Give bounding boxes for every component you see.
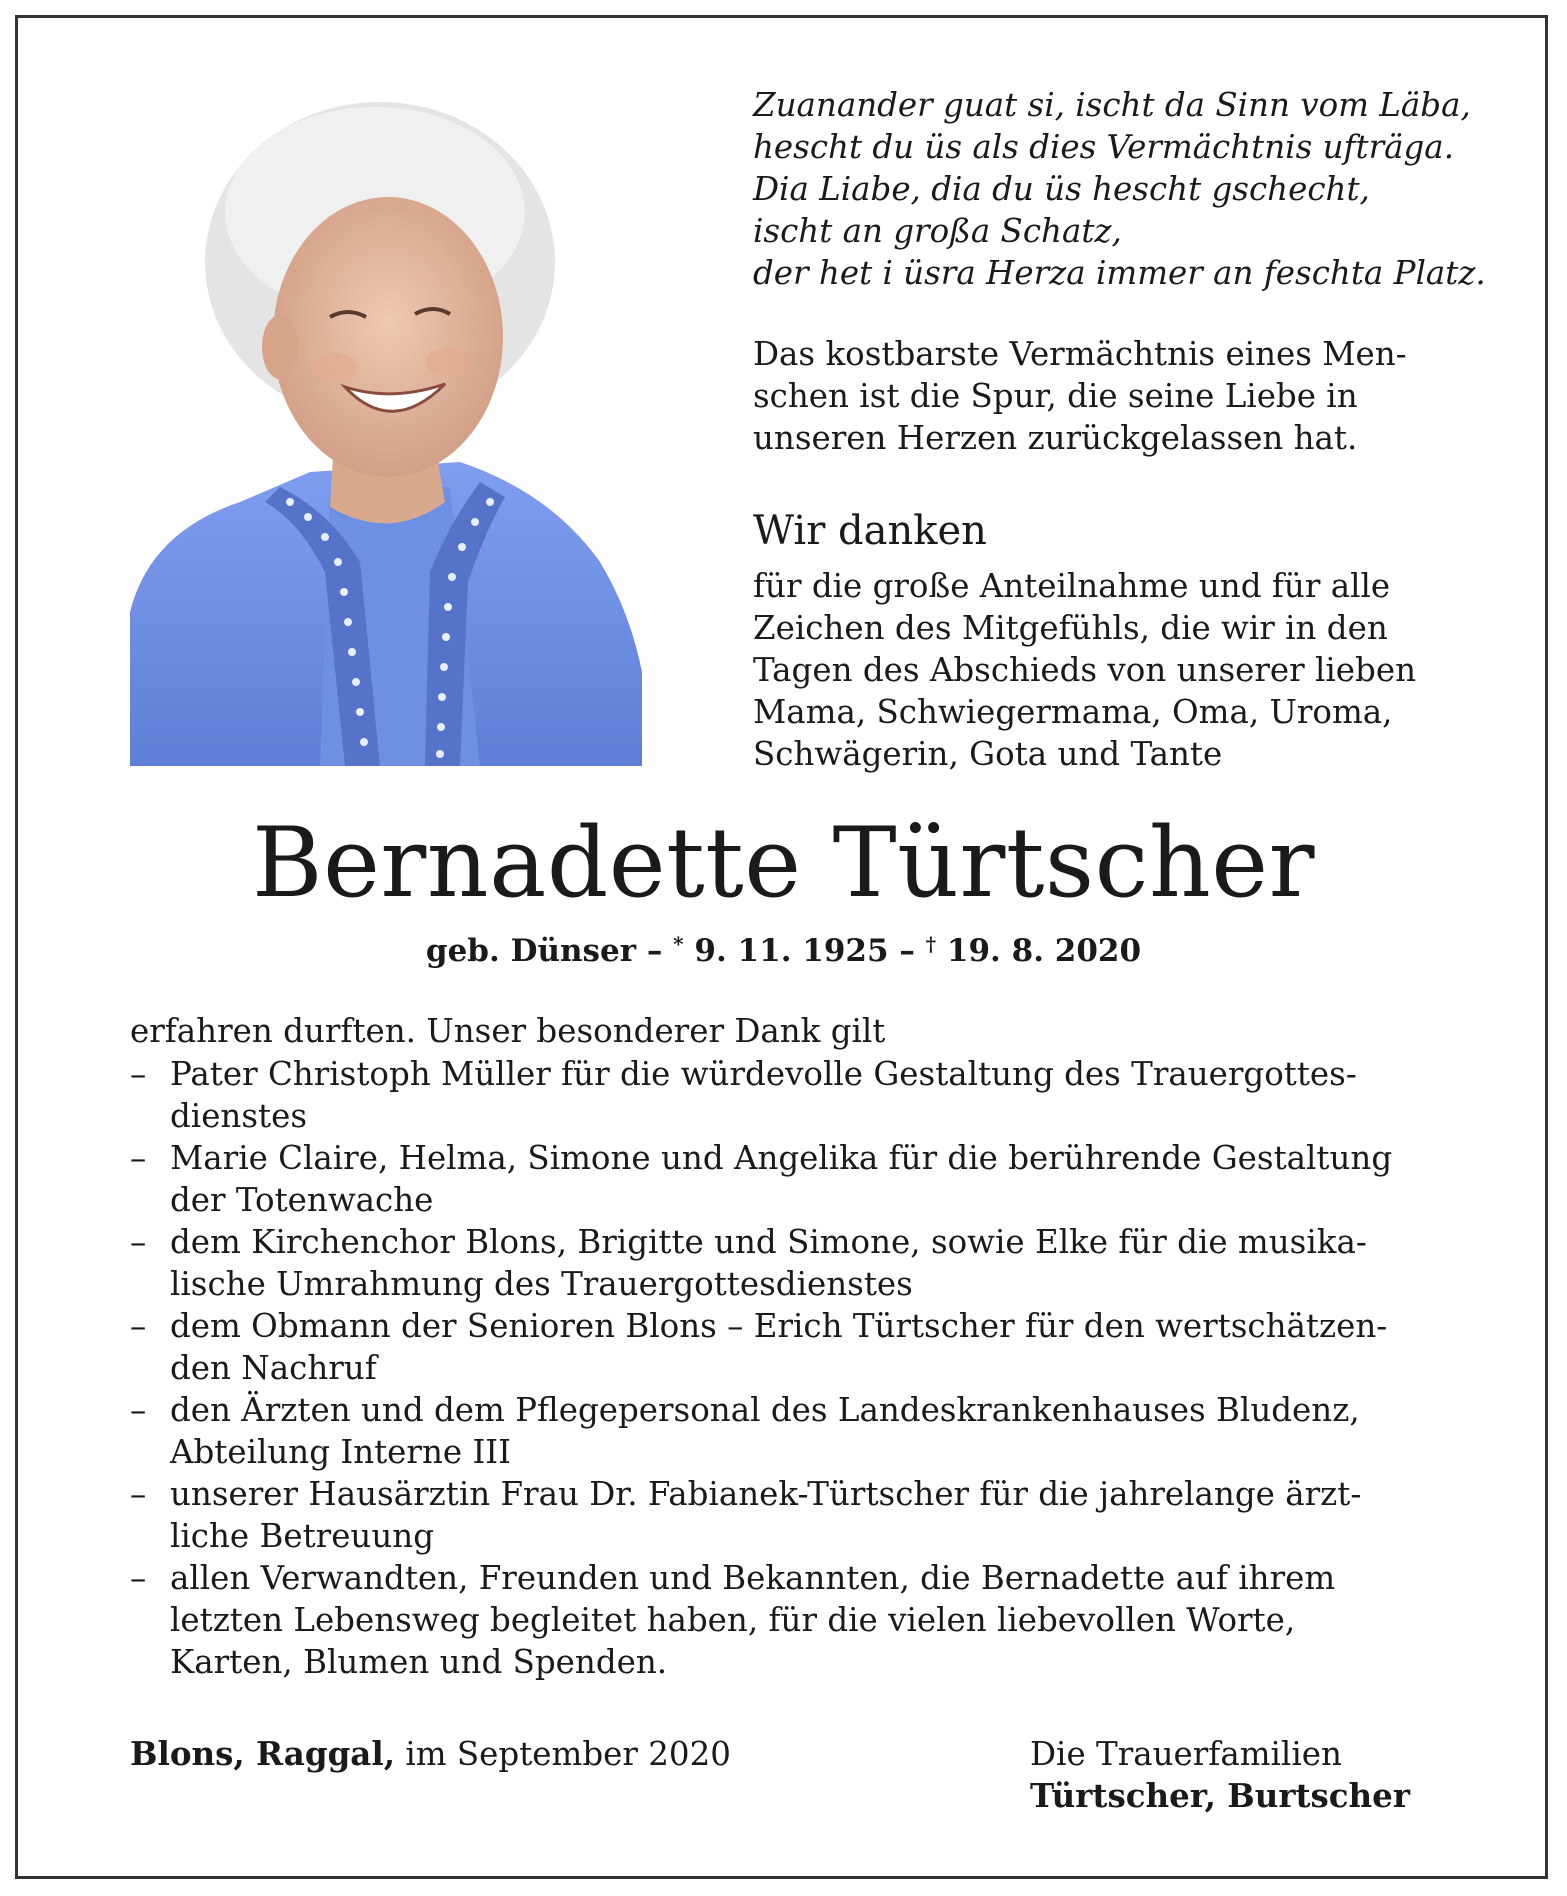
poem bbox=[753, 84, 1486, 294]
thanks-line: für die große Anteilnahme und für alle bbox=[753, 567, 1391, 605]
list-item-line: der Totenwache bbox=[170, 1181, 434, 1219]
birth-date: 9. 11. 1925 bbox=[683, 933, 889, 969]
dash: – bbox=[130, 1139, 147, 1177]
portrait-photo bbox=[130, 92, 642, 766]
lead-text: erfahren durften. Unser besonderer Dank gilt bbox=[130, 1012, 886, 1050]
poem-line: der het i üsra Herza immer an feschta Platz. bbox=[753, 254, 1486, 292]
thanks-line: Zeichen des Mitgefühls, die wir in den bbox=[753, 609, 1388, 647]
list-item bbox=[130, 1221, 1440, 1305]
death-date: 19. 8. 2020 bbox=[936, 933, 1142, 969]
dash: – bbox=[130, 1559, 147, 1597]
poem-line: hescht du üs als dies Vermächtnis ufträga. bbox=[753, 128, 1455, 166]
list-item-line: dem Kirchenchor Blons, Brigitte und Simone, sowie Elke für die musika- bbox=[170, 1223, 1367, 1261]
list-item-line: dem Obmann der Senioren Blons – Erich Türtscher für den wertschätzen- bbox=[170, 1307, 1388, 1345]
birth-name: geb. Dünser bbox=[425, 933, 637, 969]
thanks-list bbox=[130, 1053, 1440, 1683]
separator: – bbox=[888, 933, 926, 969]
death-symbol: † bbox=[925, 932, 937, 956]
month-year: im September 2020 bbox=[395, 1735, 731, 1773]
list-item bbox=[130, 1473, 1440, 1557]
list-item-line: allen Verwandten, Freunden und Bekannten, die Bernadette auf ihrem bbox=[170, 1559, 1336, 1597]
dash: – bbox=[130, 1055, 147, 1093]
list-item-line: Pater Christoph Müller für die würdevolle Gestaltung des Trauergottes- bbox=[170, 1055, 1357, 1093]
thanks-heading: Wir danken bbox=[753, 508, 987, 554]
signature bbox=[1030, 1733, 1410, 1817]
dash: – bbox=[130, 1307, 147, 1345]
signature-line: Die Trauerfamilien bbox=[1030, 1735, 1342, 1773]
dash: – bbox=[130, 1475, 147, 1513]
deceased-name: Bernadette Türtscher bbox=[252, 807, 1315, 919]
place-names: Blons, Raggal, bbox=[130, 1734, 396, 1773]
quote bbox=[753, 333, 1443, 459]
poem-line: Dia Liabe, dia du üs hescht gschecht, bbox=[753, 170, 1370, 208]
poem-line: Zuanander guat si, ischt da Sinn vom Läba, bbox=[753, 86, 1471, 124]
list-item-line: lische Umrahmung des Trauergottesdienstes bbox=[170, 1265, 913, 1303]
list-item-line: Karten, Blumen und Spenden. bbox=[170, 1643, 668, 1681]
list-item-line: unserer Hausärztin Frau Dr. Fabianek-Türtscher für die jahrelange ärzt- bbox=[170, 1475, 1362, 1513]
list-item bbox=[130, 1557, 1440, 1683]
place-date bbox=[130, 1733, 731, 1775]
list-item-line: dienstes bbox=[170, 1097, 308, 1135]
poem-line: ischt an großa Schatz, bbox=[753, 212, 1122, 250]
separator: – bbox=[636, 933, 674, 969]
life-dates bbox=[0, 924, 1567, 971]
list-item bbox=[130, 1305, 1440, 1389]
thanks-line: Mama, Schwiegermama, Oma, Uroma, bbox=[753, 693, 1393, 731]
list-item bbox=[130, 1053, 1440, 1137]
thanks-line: Tagen des Abschieds von unserer lieben bbox=[753, 651, 1416, 689]
dash: – bbox=[130, 1223, 147, 1261]
dash: – bbox=[130, 1391, 147, 1429]
list-item-line: den Nachruf bbox=[170, 1349, 377, 1387]
list-item-line: den Ärzten und dem Pflegepersonal des Landeskrankenhauses Bludenz, bbox=[170, 1391, 1360, 1429]
list-item bbox=[130, 1389, 1440, 1473]
list-item-line: liche Betreuung bbox=[170, 1517, 435, 1555]
list-item-line: Abteilung Interne III bbox=[170, 1433, 511, 1471]
quote-line: schen ist die Spur, die seine Liebe in bbox=[753, 377, 1358, 415]
list-item bbox=[130, 1137, 1440, 1221]
family-names: Türtscher, Burtscher bbox=[1030, 1776, 1410, 1815]
thanks-line: Schwägerin, Gota und Tante bbox=[753, 735, 1223, 773]
list-item-line: letzten Lebensweg begleitet haben, für die vielen liebevollen Worte, bbox=[170, 1601, 1296, 1639]
birth-symbol: * bbox=[673, 932, 684, 956]
quote-line: Das kostbarste Vermächtnis eines Men- bbox=[753, 335, 1407, 373]
thanks-text bbox=[753, 565, 1443, 775]
list-item-line: Marie Claire, Helma, Simone und Angelika für die berührende Gestaltung bbox=[170, 1139, 1393, 1177]
quote-line: unseren Herzen zurückgelassen hat. bbox=[753, 419, 1358, 457]
